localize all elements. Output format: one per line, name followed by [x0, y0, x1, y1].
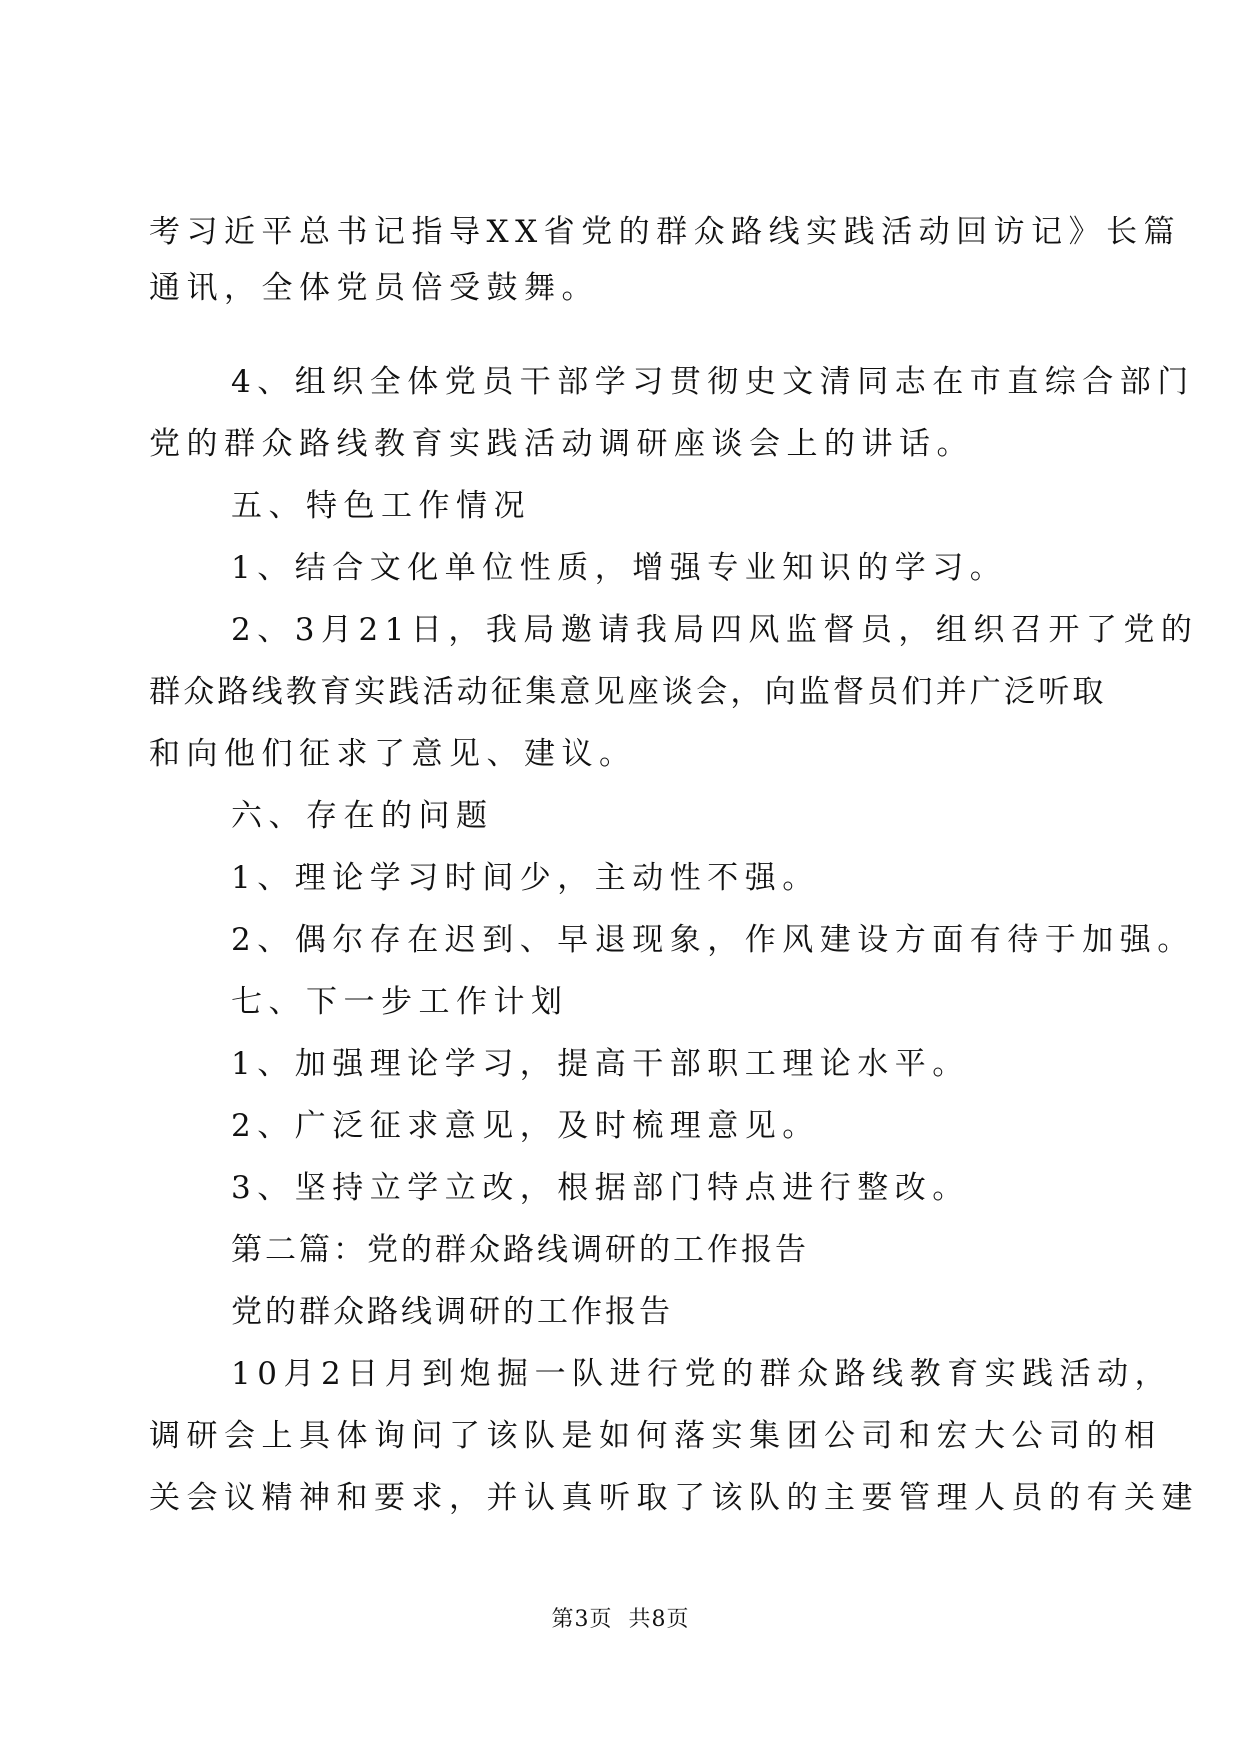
page-total: 共8页 — [628, 1607, 690, 1632]
text-line: 3、坚持立学立改，根据部门特点进行整改。 — [231, 1170, 970, 1206]
text-line: 党的群众路线教育实践活动调研座谈会上的讲话。 — [149, 426, 974, 462]
chapter-title: 第二篇：党的群众路线调研的工作报告 — [231, 1232, 809, 1268]
text-line: 2、3月21日，我局邀请我局四风监督员，组织召开了党的 — [231, 612, 1199, 648]
text-line: 关会议精神和要求，并认真听取了该队的主要管理人员的有关建 — [149, 1480, 1199, 1516]
section-heading: 五、特色工作情况 — [231, 488, 531, 524]
section-heading: 七、下一步工作计划 — [231, 984, 569, 1020]
text-line: 2、广泛征求意见，及时梳理意见。 — [231, 1108, 820, 1144]
text-line: 10月2日月到炮掘一队进行党的群众路线教育实践活动， — [231, 1356, 1173, 1392]
text-line: 和向他们征求了意见、建议。 — [149, 736, 637, 772]
page-footer — [0, 1606, 1241, 1634]
text-line: 1、结合文化单位性质，增强专业知识的学习。 — [231, 550, 1008, 586]
report-title: 党的群众路线调研的工作报告 — [231, 1294, 673, 1330]
section-heading: 六、存在的问题 — [231, 798, 494, 834]
text-line: 调研会上具体询问了该队是如何落实集团公司和宏大公司的相 — [149, 1418, 1162, 1454]
text-line: 群众路线教育实践活动征集意见座谈会，向监督员们并广泛听取 — [149, 674, 1107, 710]
page-number: 第3页 — [551, 1607, 613, 1632]
text-line: 4、组织全体党员干部学习贯彻史文清同志在市直综合部门 — [231, 364, 1195, 400]
text-line: 2、偶尔存在迟到、早退现象，作风建设方面有待于加强。 — [231, 922, 1195, 958]
text-line: 通讯，全体党员倍受鼓舞。 — [149, 270, 599, 306]
text-line: 1、加强理论学习，提高干部职工理论水平。 — [231, 1046, 970, 1082]
text-line: 1、理论学习时间少，主动性不强。 — [231, 860, 820, 896]
text-line: 考习近平总书记指导XX省党的群众路线实践活动回访记》长篇 — [149, 214, 1182, 250]
